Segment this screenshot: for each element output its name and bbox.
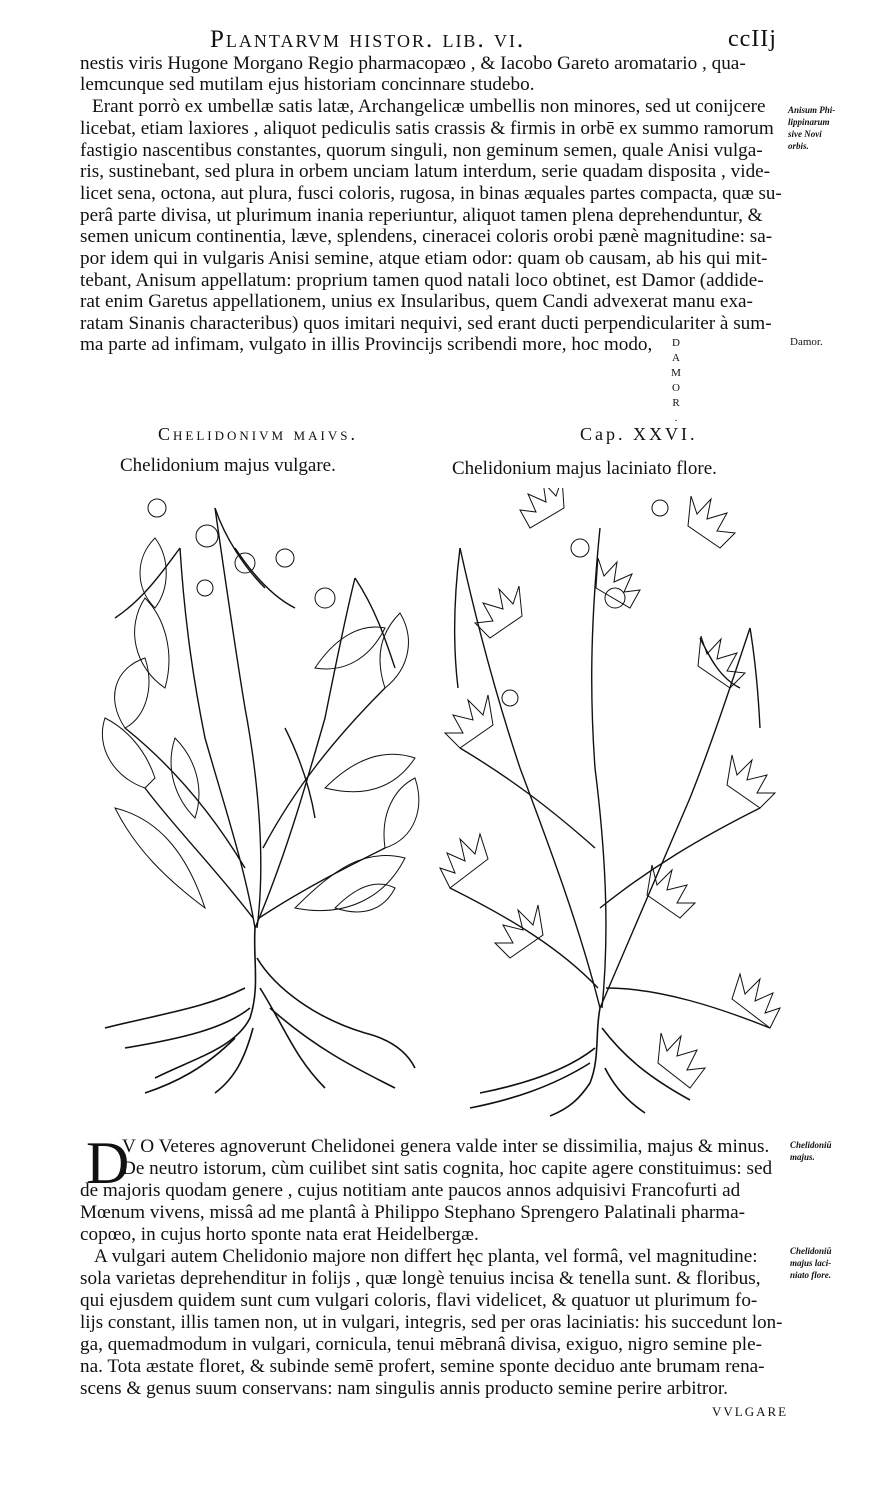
chapter-title: Chelidonivm maivs. [158, 424, 358, 444]
text-line: rat enim Garetus appellationem, unius ex Insularibus, quem Candi advexerat manu exa- [80, 291, 753, 312]
text-line: A vulgari autem Chelidonio majore non differt hęc planta, vel formâ, vel magnitudine: [94, 1246, 758, 1267]
drop-cap: D [86, 1130, 130, 1196]
text-line: de majoris quodam genere , cujus notitiam ante paucos annos adquisivi Francofurti ad [80, 1180, 741, 1201]
margin-note-line: orbis. [788, 141, 809, 151]
text-line: tebant, Anisum appellatum: proprium tamen quod natali loco obtinet, est Damor (addide- [80, 270, 764, 291]
figure-caption-right: Chelidonium majus laciniato flore. [452, 458, 717, 479]
figure-caption-left: Chelidonium majus vulgare. [120, 455, 336, 476]
margin-note-line: niato flore. [790, 1270, 832, 1280]
vertical-letter: A [672, 352, 680, 364]
text-line: Erant porrò ex umbellæ satis latæ, Archangelicæ umbellis non minores, sed ut conijcere [92, 96, 766, 117]
text-line: lijs constant, illis tamen non, ut in vulgari, integris, sed per oras laciniatis: his succedunt lon- [80, 1312, 783, 1333]
text-line: na. Tota æstate floret, & subinde semē profert, semine sponte deciduo ante brumam rena- [80, 1356, 765, 1377]
root-system [470, 1008, 690, 1116]
margin-note-line: sive Novi [788, 129, 822, 139]
vertical-letter: M [671, 367, 681, 379]
text-line: semen unicum continentia, læve, splendens, cineracei coloris orobi pænè magnitudine: sa- [80, 226, 773, 247]
stems [125, 508, 385, 928]
vertical-letter: . [674, 412, 678, 424]
vertical-letter: R [672, 397, 680, 409]
margin-note-chelidonium-laciniato [790, 1245, 832, 1281]
text-line: sola varietas deprehenditur in folijs , quæ longè tenuius incisa & tenella sunt. & floribus, [80, 1268, 761, 1289]
seed-pods [455, 548, 760, 728]
text-line: ma parte ad infimam, vulgato in illis Provincijs scribendi more, hoc modo, [80, 334, 653, 355]
chapter-number: Cap. XXVI. [580, 424, 698, 444]
margin-note-line: lippinarum [788, 117, 830, 127]
margin-note-line: Chelidoniū [790, 1246, 832, 1256]
margin-note-line: majus. [790, 1152, 815, 1162]
text-line: licet sena, octona, aut plura, fusci coloris, rugosa, in binas æquales partes compacta, quæ su- [80, 183, 782, 204]
running-title: Plantarvm histor. lib. vi. [210, 26, 526, 53]
text-line: ga, quemadmodum in vulgari, cornicula, tenui mēbranâ divisa, exiguo, nigro semine ple- [80, 1334, 763, 1355]
root-system [105, 928, 415, 1093]
catchword: VVLGARE [712, 1404, 789, 1419]
margin-note-line: Anisum Phi- [788, 105, 836, 115]
margin-note-line: majus laci- [790, 1258, 832, 1268]
margin-note-line: Chelidoniū [790, 1140, 832, 1150]
text-line: fastigio nascentibus constantes, quorum singuli, non geminum semen, quale Anisi vulga- [80, 140, 763, 161]
plant-illustration-vulgare [85, 488, 425, 1100]
text-line: Mœnum vivens, missâ ad me plantâ à Philippo Stephano Sprengero Palatinali pharma- [80, 1202, 746, 1223]
text-line: De neutro istorum, cùm cuilibet sint satis cognita, hoc capite agere constituimus: sed [122, 1158, 773, 1179]
margin-note-damor: Damor. [790, 336, 823, 348]
stems [450, 528, 770, 1028]
text-line: licebat, etiam laxiores , aliquot pediculis satis crassis & firmis in orbē ex summo ramorum [80, 118, 774, 139]
leaves [440, 488, 780, 1088]
vertical-word-damor [667, 336, 685, 426]
text-line: perâ parte divisa, ut plurimum inania reperiuntur, aliquot tamen plena deprehenduntur, & [80, 205, 763, 226]
text-line: V O Veteres agnoverunt Chelidonei genera valde inter se dissimilia, majus & minus. [122, 1136, 770, 1157]
margin-note-chelidonium-majus [790, 1139, 832, 1163]
text-line: nestis viris Hugone Morgano Regio pharmacopæo , & Iacobo Gareto aromatario , qua- [80, 53, 746, 74]
vertical-letter: O [672, 382, 680, 394]
text-line: ratam Sinanis characteribus) quos imitari nequivi, sed erant ducti perpendiculariter à sum- [80, 313, 772, 334]
text-line: por idem qui in vulgaris Anisi semine, atque etiam odor: quam ob causam, ab his qui mit- [80, 248, 768, 269]
text-line: lemcunque sed mutilam ejus historiam concinnare studebo. [80, 74, 535, 95]
text-line: scens & genus suum conservans: nam singulis annis producto semine perire arbitror. [80, 1378, 728, 1399]
text-line: ris, sustinebant, sed plura in orbem unciam latum interdum, serie quadam disposita , vide- [80, 161, 771, 182]
vertical-letter: D [672, 337, 680, 349]
plant-illustration-laciniato [430, 488, 785, 1118]
text-line: copœo, in cujus horto sponte nata erat Heidelbergæ. [80, 1224, 479, 1245]
text-line: qui ejusdem quidem sunt cum vulgari coloris, flavi videlicet, & quatuor ut plurimum fo- [80, 1290, 758, 1311]
margin-note-anisum [788, 104, 835, 152]
folio-number: ccIIj [728, 26, 777, 52]
flowers [502, 500, 668, 706]
